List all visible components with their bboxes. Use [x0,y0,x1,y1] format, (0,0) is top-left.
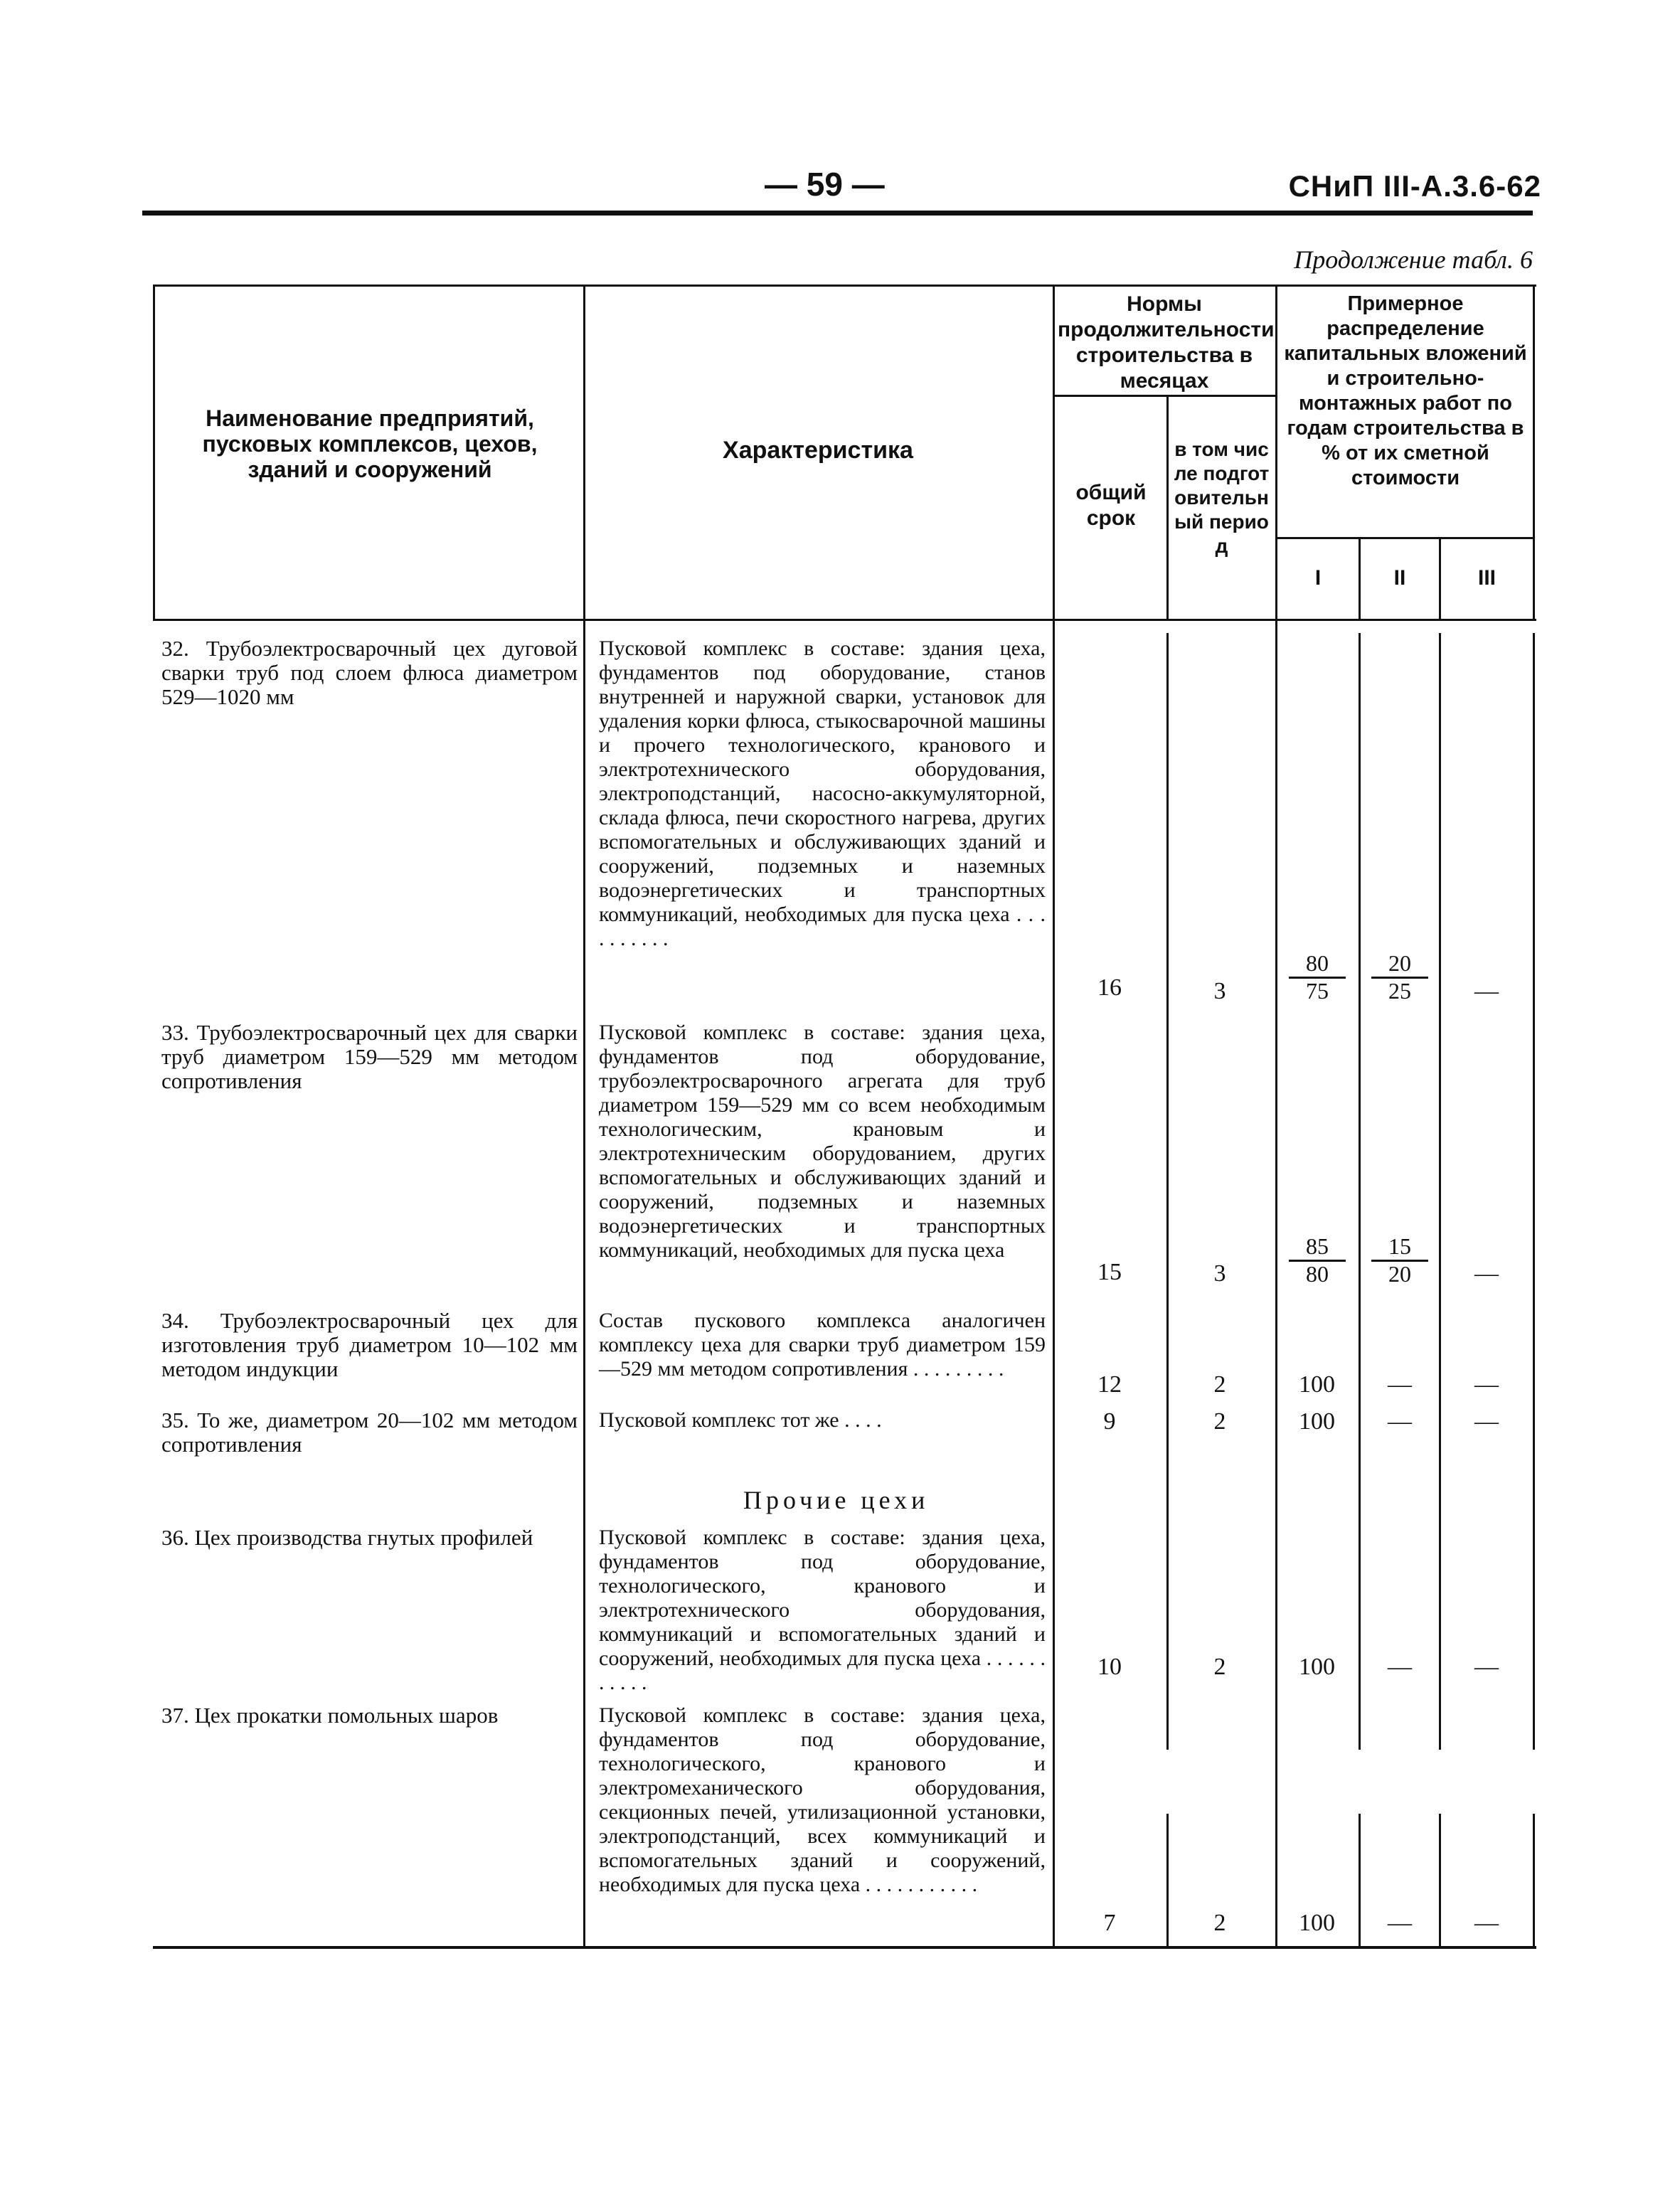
col-line [1439,633,1441,1750]
row-33-year1-bottom: 80 [1306,1261,1329,1287]
row-34-year2: — [1388,1371,1412,1398]
row-36-total: 10 [1097,1654,1122,1680]
row-34-year3: — [1474,1371,1499,1398]
col-header-year3: III [1477,566,1496,590]
row-32-prep: 3 [1213,978,1226,1004]
row-34-total: 12 [1097,1371,1122,1398]
row-35-total: 9 [1103,1408,1116,1435]
row-37-year1: 100 [1299,1910,1335,1936]
row-37-total: 7 [1103,1910,1116,1936]
page-number: — 59 — [765,166,885,203]
row-36-prep: 2 [1213,1654,1226,1680]
col-header-distribution: Примерное распределение капитальных вложений и строительно-монтажных работ по годам строительства в % от их сметной стоимости [1284,292,1527,489]
header-rule [142,211,1533,216]
col-line [1166,1814,1169,1949]
table-top-border [153,285,1536,287]
row-36-name: 36. Цех производства гнутых профилей [161,1525,533,1550]
row-32-year1-fraction [1289,951,1346,1003]
row-34-year1: 100 [1299,1371,1335,1398]
row-37-name: 37. Цех прокатки помольных шаров [161,1703,499,1728]
row-32-year1-bottom: 75 [1306,978,1329,1004]
col-header-name: Наименование предприятий, пусковых комплексов, цехов, зданий и сооружений [202,405,538,482]
row-35-year1: 100 [1299,1408,1335,1435]
col-header-norms: Нормы продолжительности строительства в месяцах [1058,292,1275,393]
col-line [1439,1814,1441,1949]
col-header-characteristic: Характеристика [723,437,913,464]
header-inner-rule [1277,537,1533,539]
row-33-year1-top: 85 [1289,1234,1346,1262]
norms-table [153,285,1536,1949]
col-header-year2: II [1393,566,1406,590]
col-line [583,285,585,1949]
col-line [1533,633,1535,1750]
row-33-characteristic: Пусковой комплекс в составе: здания цеха, фундаментов под оборудование, трубоэлектросварочного агрегата для труб диаметром 159—529 мм со всем необходимым технологическим, крановым и электротехническим оборудованием, других вспомогательных и обслуживающих зданий и сооружений, подземных и наземных водоэнергетических и транспортных коммуникаций, необходимых для пуска цеха [599,1021,1046,1262]
row-33-total: 15 [1097,1259,1122,1285]
row-33-year3: — [1474,1260,1499,1287]
row-33-year1-fraction [1289,1234,1346,1286]
col-line [1359,633,1361,1750]
row-35-year2: — [1388,1408,1412,1435]
row-33-year2-fraction [1371,1234,1428,1286]
row-33-year2-bottom: 20 [1388,1261,1411,1287]
col-line [1533,285,1535,619]
col-line [1359,1814,1361,1949]
document-code: СНиП III-А.3.6-62 [1288,169,1541,203]
row-34-prep: 2 [1213,1371,1226,1398]
row-35-year3: — [1474,1408,1499,1435]
row-32-total: 16 [1097,974,1122,1001]
col-line [1533,1814,1535,1949]
col-line [1275,285,1277,1949]
row-32-name: 32. Трубоэлектросварочный цех дуговой сварки труб под слоем флюса диаметром 529—1020 мм [161,636,578,709]
row-32-year2-top: 20 [1371,951,1428,979]
table-bottom-border [153,1946,1536,1949]
row-33-name: 33. Трубоэлектросварочный цех для сварки труб диаметром 159—529 мм методом сопротивления [161,1020,578,1093]
col-line [1053,285,1055,1949]
col-header-year1: I [1314,566,1322,590]
row-37-year3: — [1474,1910,1499,1936]
col-line [1166,633,1169,1750]
row-33-year2-top: 15 [1371,1234,1428,1262]
row-34-characteristic: Состав пускового комплекса аналогичен комплексу цеха для сварки труб диаметром 159—529 мм методом сопротивления . . . . . . . . . [599,1309,1046,1381]
col-header-total: общий срок [1075,481,1147,530]
row-37-prep: 2 [1213,1910,1226,1936]
row-32-year1-top: 80 [1289,951,1346,979]
col-line [1439,537,1441,619]
row-36-year1: 100 [1299,1654,1335,1680]
col-line [153,285,155,619]
row-35-prep: 2 [1213,1408,1226,1435]
row-35-characteristic: Пусковой комплекс тот же . . . . [599,1408,882,1432]
row-36-characteristic: Пусковой комплекс в составе: здания цеха, фундаментов под оборудование, технологического, кранового и электротехнического оборудования, коммуникаций и вспомогательных зданий и сооружений, необходимых для пуска цеха . . . . . . . . . . . [599,1526,1046,1694]
row-35-name: 35. То же, диаметром 20—102 мм методом сопротивления [161,1408,578,1457]
row-34-name: 34. Трубоэлектросварочный цех для изготовления труб диаметром 10—102 мм методом индукции [161,1308,578,1381]
header-separator [153,619,1536,621]
row-32-characteristic: Пусковой комплекс в составе: здания цеха, фундаментов под оборудование, станов внутренней и наружной сварки, установок для удаления корки флюса, стыкосварочной машины и прочего технологического, кранового и электротехнического оборудования, электроподстанций, насосно-аккумуляторной, склада флюса, печи скоростного нагрева, других вспомогательных и обслуживающих зданий и сооружений, подземных и наземных водоэнергетических и транспортных коммуникаций, необходимых для пуска цеха . . . . . . . . . . [599,637,1046,950]
col-line [1166,395,1169,619]
col-header-prep: в том числе подготовительный период [1174,438,1270,557]
row-32-year3: — [1474,978,1499,1004]
row-33-prep: 3 [1213,1260,1226,1287]
table-continuation-label: Продолжение табл. 6 [1294,245,1533,274]
row-36-year3: — [1474,1654,1499,1680]
row-37-characteristic: Пусковой комплекс в составе: здания цеха, фундаментов под оборудование, технологического, кранового и электромеханического оборудования, секционных печей, утилизационной установки, электроподстанций, всех коммуникаций и вспомогательных зданий и сооружений, необходимых для пуска цеха . . . . . . . . . . . [599,1703,1046,1896]
col-line [1359,537,1361,619]
header-inner-rule [1055,395,1275,397]
section-title: Прочие цехи [743,1486,930,1514]
row-32-year2-fraction [1371,951,1428,1003]
row-32-year2-bottom: 25 [1388,978,1411,1004]
row-36-year2: — [1388,1654,1412,1680]
row-37-year2: — [1388,1910,1412,1936]
